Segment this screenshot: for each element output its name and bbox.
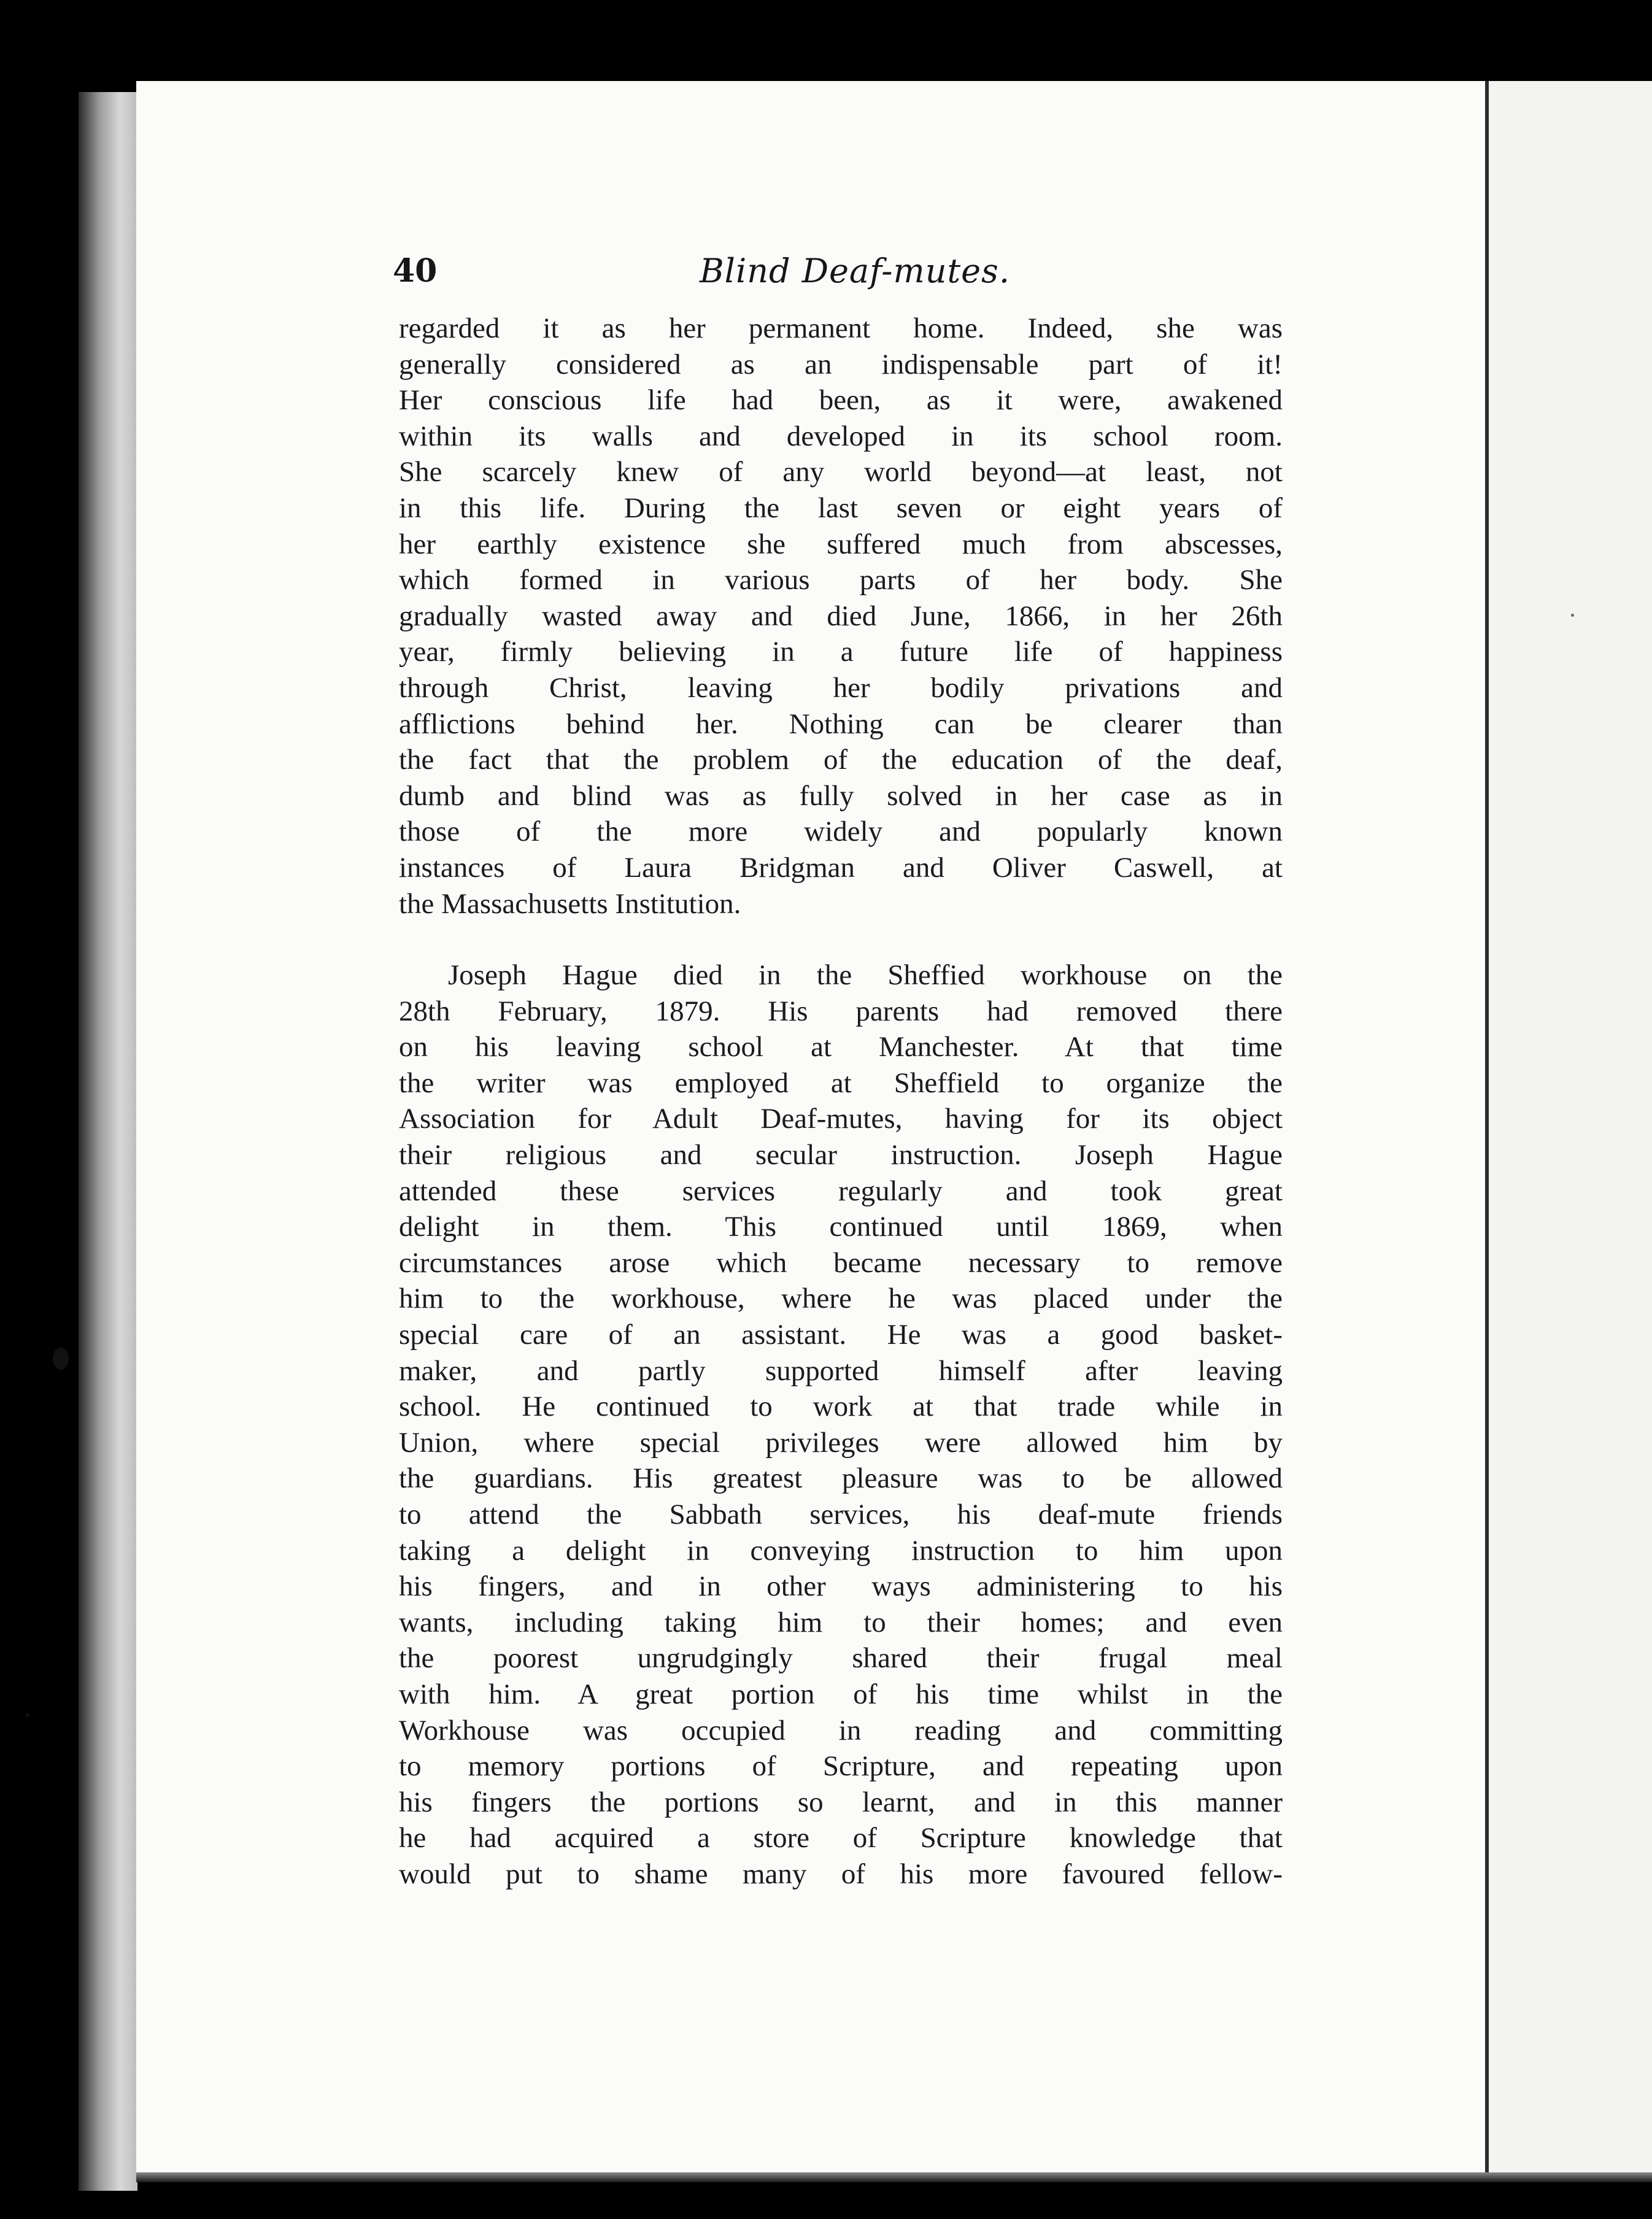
text-line: maker, and partly supported himself after leaving xyxy=(399,1354,1283,1387)
text-line: Her conscious life had been, as it were, awakened xyxy=(399,384,1283,417)
text-line: gradually wasted away and died June, 1866, in her 26th xyxy=(399,600,1283,632)
text-line: regarded it as her permanent home. Indeed, she was xyxy=(399,312,1283,344)
book-binding xyxy=(79,92,137,2191)
text-line: instances of Laura Bridgman and Oliver Caswell, at xyxy=(399,851,1283,884)
text-line: the guardians. His greatest pleasure was to be allowed xyxy=(399,1462,1283,1495)
text-line: would put to shame many of his more favoured fellow- xyxy=(399,1858,1283,1890)
text-line: in this life. During the last seven or eight years of xyxy=(399,492,1283,524)
text-line: her earthly existence she suffered much from abscesses, xyxy=(399,528,1283,560)
text-line: through Christ, leaving her bodily privations and xyxy=(399,671,1283,704)
text-line: which formed in various parts of her body. She xyxy=(399,564,1283,596)
text-line: dumb and blind was as fully solved in her case as in xyxy=(399,779,1283,812)
text-line: circumstances arose which became necessary to remove xyxy=(399,1246,1283,1279)
running-head-title: Blind Deaf-mutes. xyxy=(700,252,1011,290)
text-line: to memory portions of Scripture, and repeating upon xyxy=(399,1750,1283,1783)
text-line: those of the more widely and popularly known xyxy=(399,816,1283,848)
text-line: afflictions behind her. Nothing can be clearer than xyxy=(399,708,1283,740)
text-line: Joseph Hague died in the Sheffied workhouse on the xyxy=(448,959,1283,992)
page-number: 40 xyxy=(393,252,438,290)
text-line: the fact that the problem of the education of the deaf, xyxy=(399,744,1283,776)
paragraph-break xyxy=(399,922,1283,957)
text-line: to attend the Sabbath services, his deaf-mute friends xyxy=(399,1499,1283,1530)
text-line: his fingers the portions so learnt, and in this manner xyxy=(399,1786,1283,1818)
text-line: his fingers, and in other ways administering to his xyxy=(399,1570,1283,1603)
scan-speck xyxy=(53,1348,69,1370)
text-line: special care of an assistant. He was a good basket- xyxy=(399,1319,1283,1351)
text-line: wants, including taking him to their homes; and even xyxy=(399,1606,1283,1638)
text-line: attended these services regularly and took great xyxy=(399,1175,1283,1207)
text-line: taking a delight in conveying instruction to him upon xyxy=(399,1534,1283,1567)
adjacent-page-edge xyxy=(1489,81,1652,2180)
text-line: he had acquired a store of Scripture knowledge that xyxy=(399,1822,1283,1854)
text-line: within its walls and developed in its school room. xyxy=(399,420,1283,452)
page-bottom-edge xyxy=(136,2172,1652,2182)
text-line: the Massachusetts Institution. xyxy=(399,887,741,920)
text-line: the writer was employed at Sheffield to organize the xyxy=(399,1067,1283,1099)
text-line: their religious and secular instruction. Joseph Hague xyxy=(399,1139,1283,1171)
paragraph xyxy=(399,311,1283,922)
text-line: him to the workhouse, where he was placed under the xyxy=(399,1283,1283,1315)
text-line: on his leaving school at Manchester. At that time xyxy=(399,1031,1283,1063)
text-line: delight in them. This continued until 1869, when xyxy=(399,1211,1283,1243)
text-line: the poorest ungrudgingly shared their frugal meal xyxy=(399,1642,1283,1675)
scan-speck xyxy=(1571,614,1574,617)
paragraph xyxy=(399,957,1283,1892)
text-line: Workhouse was occupied in reading and committing xyxy=(399,1714,1283,1746)
text-line: 28th February, 1879. His parents had removed there xyxy=(399,995,1283,1027)
body-text xyxy=(399,311,1283,1893)
running-head xyxy=(393,247,1289,296)
text-line: year, firmly believing in a future life of happiness xyxy=(399,636,1283,668)
text-line: Union, where special privileges were allowed him by xyxy=(399,1426,1283,1459)
scan-speck xyxy=(26,1713,29,1717)
text-line: Association for Adult Deaf-mutes, having for its object xyxy=(399,1103,1283,1135)
text-line: with him. A great portion of his time whilst in the xyxy=(399,1678,1283,1710)
text-line: school. He continued to work at that trade while in xyxy=(399,1391,1283,1423)
text-line: generally considered as an indispensable part of it! xyxy=(399,348,1283,380)
text-line: She scarcely knew of any world beyond—at least, not xyxy=(399,456,1283,488)
